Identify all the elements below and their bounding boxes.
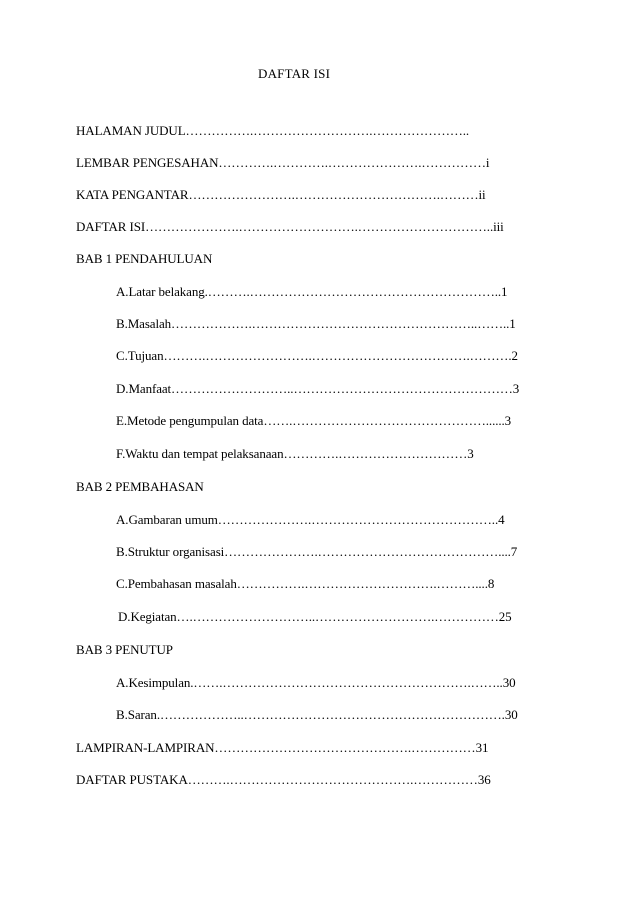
toc-chapter-1: BAB 1 PENDAHULUAN (76, 251, 213, 266)
toc-entry-lampiran: LAMPIRAN-LAMPIRAN……………………………………….……………31 (76, 740, 489, 755)
page-title: DAFTAR ISI (258, 66, 331, 81)
toc-entry-kata-pengantar: KATA PENGANTAR…………………….…………………………….………ii (76, 187, 486, 202)
toc-entry-saran: B.Saran.………………..…………………………………………………….30 (116, 707, 518, 722)
toc-entry-waktu-tempat: F.Waktu dan tempat pelaksanaan………….…………………………3 (116, 446, 474, 461)
toc-entry-kesimpulan: A.Kesimpulan.…….………………………………………………….……..30 (116, 675, 516, 690)
toc-chapter-2: BAB 2 PEMBAHASAN (76, 479, 204, 494)
toc-entry-gambaran-umum: A.Gambaran umum………………….……………………………………..4 (116, 512, 505, 527)
toc-entry-tujuan: C.Tujuan……….…………………….……………………………….……….2 (116, 348, 518, 363)
toc-entry-kegiatan: D.Kegiatan….………………………..……………………….……………25 (118, 609, 512, 624)
toc-entry-daftar-pustaka: DAFTAR PUSTAKA……….…………………………………….……………36 (76, 772, 491, 787)
toc-entry-masalah: B.Masalah……………….……………………………………………..……..1 (116, 316, 516, 331)
toc-entry-latar-belakang: A.Latar belakang.……….…………………………………………………..1 (116, 284, 508, 299)
toc-entry-lembar-pengesahan: LEMBAR PENGESAHAN………….………….………………….……………i (76, 155, 490, 170)
toc-entry-manfaat: D.Manfaat………………………..……………………………………………3 (116, 381, 520, 396)
toc-chapter-3: BAB 3 PENUTUP (76, 642, 173, 657)
toc-entry-pembahasan-masalah: C.Pembahasan masalah…………….………………………….………....8 (116, 576, 495, 591)
toc-entry-halaman-judul: HALAMAN JUDUL…………….……………………….………………….. (76, 123, 470, 138)
toc-entry-struktur-organisasi: B.Struktur organisasi………………….……………………………………....7 (116, 544, 518, 559)
toc-entry-metode: E.Metode pengumpulan data…….………………………………………......3 (116, 413, 512, 428)
toc-entry-daftar-isi: DAFTAR ISI………………….……………………….…………………………..iii (76, 219, 504, 234)
